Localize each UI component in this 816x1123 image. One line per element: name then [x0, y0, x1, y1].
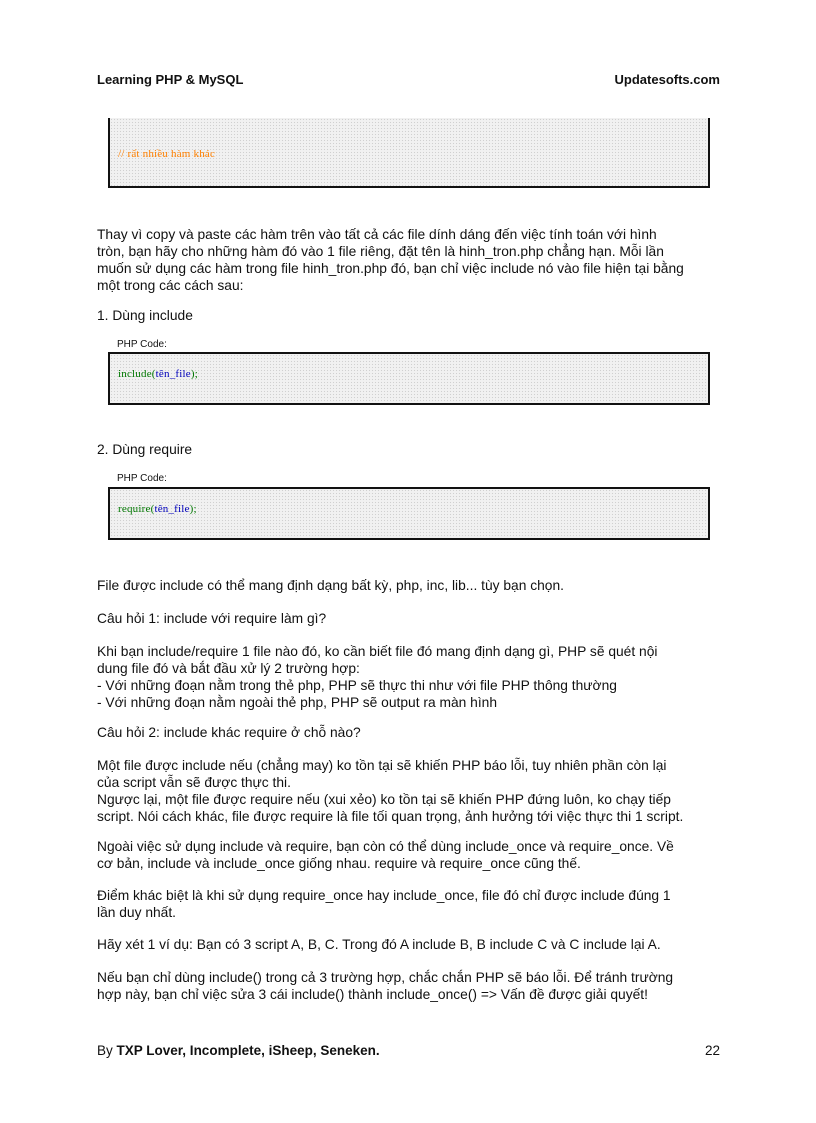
code-line: require(tên_file); [118, 503, 197, 515]
text-line: Nếu bạn chỉ dùng include() trong cả 3 trường hợp, chắc chắn PHP sẽ báo lỗi. Để tránh trường [97, 970, 674, 985]
header-site: Updatesofts.com [614, 72, 720, 87]
page-number: 22 [704, 1043, 720, 1058]
paragraph-answer-2 [97, 757, 737, 825]
text-line: - Với những đoạn nằm trong thẻ php, PHP sẽ thực thi như với file PHP thông thường [97, 678, 617, 693]
text-line: dung file đó và bắt đầu xử lý 2 trường hợp: [97, 661, 360, 676]
text-line: một trong các cách sau: [97, 278, 244, 293]
question-1: Câu hỏi 1: include với require làm gì? [97, 611, 327, 626]
text-line: Ngoài việc sử dụng include và require, bạn còn có thể dùng include_once và require_once. Về [97, 839, 674, 854]
text-line: Một file được include nếu (chẳng may) ko tồn tại sẽ khiến PHP báo lỗi, tuy nhiên phần còn lại [97, 758, 667, 773]
code-label: PHP Code: [117, 339, 167, 350]
code-block-include [108, 352, 710, 405]
text-line: cơ bản, include và include_once giống nhau. require và require_once cũng thế. [97, 856, 581, 871]
text-line: Thay vì copy và paste các hàm trên vào tất cả các file dính dáng đến việc tính toán với hình [97, 227, 657, 242]
paragraph-once-variants [97, 838, 737, 872]
list-item-require: 2. Dùng require [97, 442, 193, 457]
paragraph-difference [97, 887, 737, 921]
text-line: Ngược lại, một file được require nếu (xui xẻo) ko tồn tại sẽ khiến PHP đứng luôn, ko chạy tiếp [97, 792, 671, 807]
code-line: include(tên_file); [118, 368, 198, 380]
paragraph-file-types: File được include có thể mang định dạng bất kỳ, php, inc, lib... tùy bạn chọn. [97, 578, 564, 593]
text-line: của script vẫn sẽ được thực thi. [97, 775, 291, 790]
text-line: lần duy nhất. [97, 905, 177, 920]
text-line: Điểm khác biệt là khi sử dụng require_once hay include_once, file đó chỉ được include đúng 1 [97, 888, 671, 903]
text-line: - Với những đoạn nằm ngoài thẻ php, PHP sẽ output ra màn hình [97, 695, 498, 710]
code-label: PHP Code: [117, 473, 167, 484]
code-block-require [108, 487, 710, 540]
paragraph-example: Hãy xét 1 ví dụ: Bạn có 3 script A, B, C. Trong đó A include B, B include C và C include lại A. [97, 937, 661, 952]
text-line: tròn, bạn hãy cho những hàm đó vào 1 file riêng, đặt tên là hinh_tron.php chẳng hạn. Mỗi lần [97, 244, 664, 259]
text-line: script. Nói cách khác, file được require là file tối quan trọng, ảnh hưởng tới việc thực thi 1 script. [97, 809, 684, 824]
paragraph-solution [97, 969, 737, 1003]
footer-credits [97, 1043, 380, 1058]
code-comment: // rất nhiều hàm khác [118, 148, 216, 160]
footer-authors: TXP Lover, Incomplete, iSheep, Seneken. [116, 1043, 380, 1058]
code-block-continued [108, 118, 710, 188]
footer-by: By [97, 1043, 113, 1058]
text-line: hợp này, bạn chỉ việc sửa 3 cái include() thành include_once() => Vấn đề được giải quyết! [97, 987, 648, 1002]
header-title: Learning PHP & MySQL [97, 72, 244, 87]
text-line: Khi bạn include/require 1 file nào đó, ko cần biết file đó mang định dạng gì, PHP sẽ quét nội [97, 644, 658, 659]
paragraph-intro [97, 226, 737, 294]
text-line: muốn sử dụng các hàm trong file hinh_tron.php đó, bạn chỉ việc include nó vào file hiện tại bằng [97, 261, 684, 276]
list-item-include: 1. Dùng include [97, 308, 193, 323]
question-2: Câu hỏi 2: include khác require ở chỗ nào? [97, 725, 361, 740]
paragraph-answer-1 [97, 643, 737, 711]
